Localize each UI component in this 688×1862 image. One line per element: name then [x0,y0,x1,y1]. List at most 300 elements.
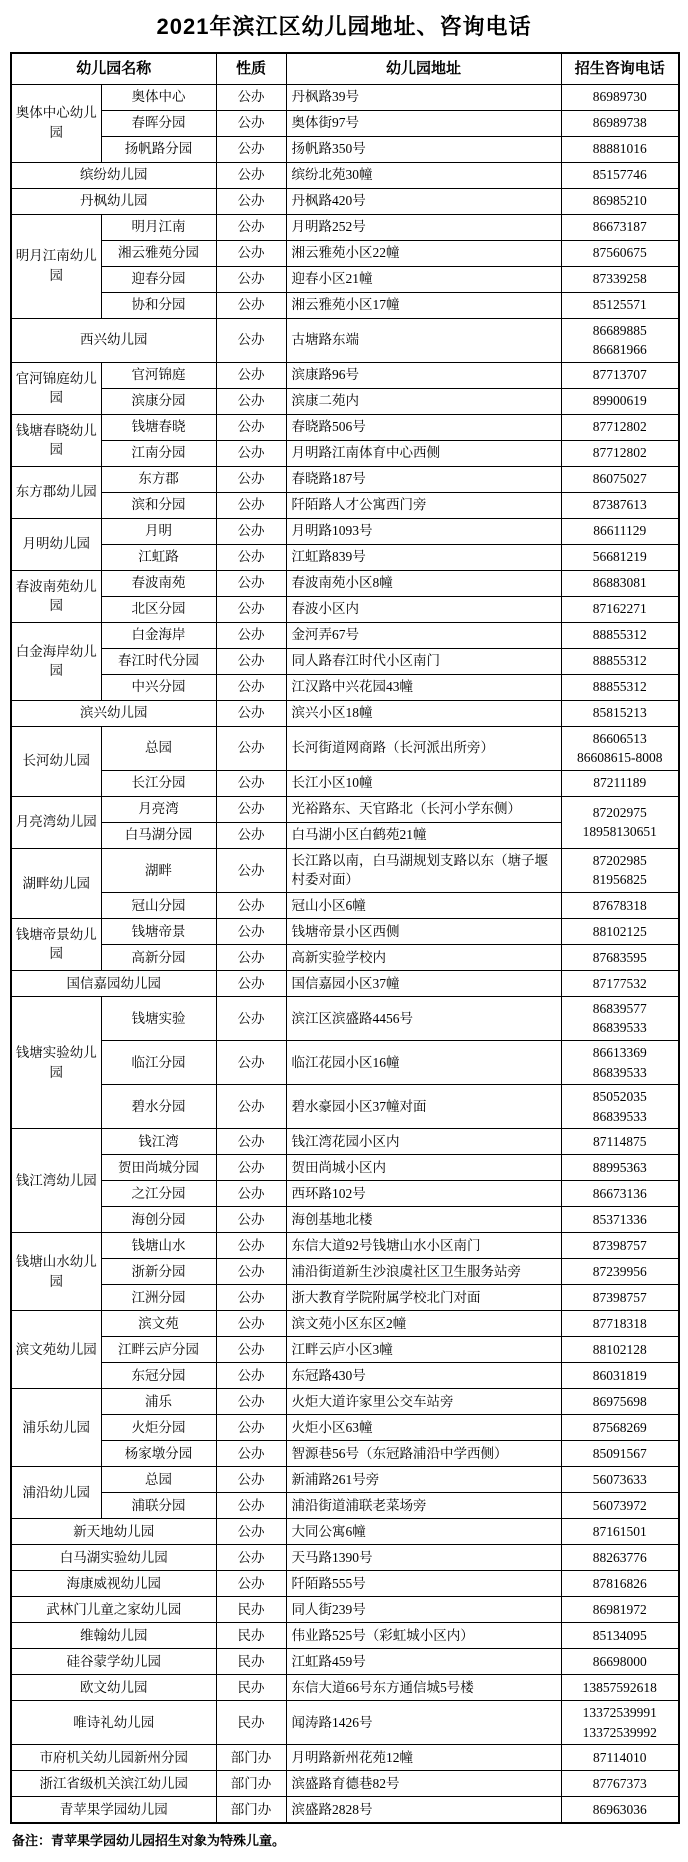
address-cell: 临江花园小区16幢 [286,1041,561,1085]
kindergarten-name-cell: 浙江省级机关滨江幼儿园 [11,1771,216,1797]
table-row [11,622,679,648]
table-row [11,162,679,188]
kindergarten-name-cell: 青苹果学园幼儿园 [11,1797,216,1823]
phone-line: 86606513 [592,730,647,746]
table-row [11,1363,679,1389]
phone-cell [561,518,679,544]
header-phone: 招生咨询电话 [561,53,679,84]
ownership-type-cell: 公办 [216,1571,286,1597]
ownership-type-cell: 公办 [216,1519,286,1545]
address-cell: 西环路102号 [286,1181,561,1207]
kindergarten-name-cell: 西兴幼儿园 [11,318,216,362]
ownership-type-cell: 公办 [216,466,286,492]
ownership-type-cell: 部门办 [216,1797,286,1823]
table-row [11,1623,679,1649]
table-body [11,84,679,1823]
ownership-type-cell: 民办 [216,1623,286,1649]
phone-line: 87239956 [592,1263,647,1279]
phone-line: 87718318 [592,1315,647,1331]
phone-line: 87211189 [593,775,647,791]
phone-cell [561,544,679,570]
phone-line: 88881016 [592,141,647,157]
table-row [11,1649,679,1675]
branch-name-cell: 江洲分园 [101,1285,216,1311]
phone-line: 86689885 [592,322,647,338]
phone-line: 85371336 [592,1211,647,1227]
branch-name-cell: 杨家墩分园 [101,1441,216,1467]
branch-name-cell: 春江时代分园 [101,648,216,674]
address-cell: 天马路1390号 [286,1545,561,1571]
address-cell: 浦沿街道新生沙浪虞社区卫生服务站旁 [286,1259,561,1285]
ownership-type-cell: 公办 [216,1129,286,1155]
phone-line: 85091567 [592,1445,647,1461]
address-cell: 月明路江南体育中心西侧 [286,440,561,466]
phone-cell [561,1363,679,1389]
ownership-type-cell: 公办 [216,110,286,136]
table-row [11,1701,679,1745]
phone-line: 87816826 [592,1575,647,1591]
ownership-type-cell: 公办 [216,544,286,570]
kindergarten-name-cell: 白马湖实验幼儿园 [11,1545,216,1571]
phone-line: 88855312 [592,653,647,669]
ownership-type-cell: 公办 [216,1041,286,1085]
table-row [11,518,679,544]
address-cell: 滨文苑小区东区2幢 [286,1311,561,1337]
address-cell: 春晓路187号 [286,466,561,492]
table-row [11,1181,679,1207]
branch-name-cell: 滨康分园 [101,388,216,414]
address-cell: 高新实验学校内 [286,944,561,970]
table-row [11,466,679,492]
phone-cell [561,1311,679,1337]
kindergarten-name-cell: 市府机关幼儿园新州分园 [11,1745,216,1771]
phone-cell [561,674,679,700]
phone-cell [561,1389,679,1415]
phone-line: 88102125 [592,923,647,939]
branch-name-cell: 江畔云庐分园 [101,1337,216,1363]
address-cell: 金河弄67号 [286,622,561,648]
ownership-type-cell: 公办 [216,674,286,700]
table-row [11,944,679,970]
phone-line: 87202975 [592,804,647,820]
phone-line: 86608615-8008 [577,750,663,766]
ownership-type-cell: 公办 [216,266,286,292]
branch-name-cell: 春晖分园 [101,110,216,136]
phone-line: 88855312 [592,679,647,695]
kindergarten-group-cell: 月亮湾幼儿园 [11,796,101,848]
phone-cell [561,136,679,162]
branch-name-cell: 浦乐 [101,1389,216,1415]
branch-name-cell: 东冠分园 [101,1363,216,1389]
ownership-type-cell: 公办 [216,214,286,240]
branch-name-cell: 湖畔 [101,848,216,892]
kindergarten-group-cell: 钱塘春晓幼儿园 [11,414,101,466]
ownership-type-cell: 公办 [216,822,286,848]
table-row [11,1415,679,1441]
table-row [11,1771,679,1797]
ownership-type-cell: 公办 [216,622,286,648]
address-cell: 东信大道92号钱塘山水小区南门 [286,1233,561,1259]
kindergarten-name-cell: 海康威视幼儿园 [11,1571,216,1597]
ownership-type-cell: 公办 [216,362,286,388]
address-cell: 阡陌路人才公寓西门旁 [286,492,561,518]
phone-cell [561,266,679,292]
kindergarten-name-cell: 武林门儿童之家幼儿园 [11,1597,216,1623]
table-row [11,1797,679,1823]
phone-line: 18958130651 [582,824,657,840]
address-cell: 湘云雅苑小区22幢 [286,240,561,266]
address-cell: 滨康路96号 [286,362,561,388]
ownership-type-cell: 公办 [216,292,286,318]
kindergarten-group-cell: 奥体中心幼儿园 [11,84,101,162]
ownership-type-cell: 公办 [216,944,286,970]
phone-cell [561,414,679,440]
ownership-type-cell: 公办 [216,1085,286,1129]
kindergarten-name-cell: 硅谷蒙学幼儿园 [11,1649,216,1675]
kindergarten-group-cell: 浦乐幼儿园 [11,1389,101,1467]
table-row [11,1259,679,1285]
address-cell: 冠山小区6幢 [286,892,561,918]
phone-line: 86839533 [592,1020,647,1036]
address-cell: 碧水豪园小区37幢对面 [286,1085,561,1129]
table-row [11,414,679,440]
kindergarten-group-cell: 钱江湾幼儿园 [11,1129,101,1233]
phone-cell [561,1701,679,1745]
phone-cell [561,570,679,596]
table-row [11,1519,679,1545]
ownership-type-cell: 民办 [216,1675,286,1701]
table-row [11,110,679,136]
phone-cell [561,1155,679,1181]
table-row [11,188,679,214]
branch-name-cell: 江南分园 [101,440,216,466]
phone-cell [561,770,679,796]
phone-line: 88263776 [592,1549,647,1565]
address-cell: 智源巷56号（东冠路浦沿中学西侧） [286,1441,561,1467]
table-row [11,796,679,822]
ownership-type-cell: 公办 [216,414,286,440]
branch-name-cell: 钱塘实验 [101,996,216,1040]
phone-cell [561,1207,679,1233]
ownership-type-cell: 公办 [216,136,286,162]
table-row [11,1207,679,1233]
branch-name-cell: 高新分园 [101,944,216,970]
ownership-type-cell: 公办 [216,1155,286,1181]
phone-line: 86989738 [592,115,647,131]
ownership-type-cell: 公办 [216,84,286,110]
phone-cell [561,918,679,944]
kindergarten-name-cell: 维翰幼儿园 [11,1623,216,1649]
phone-cell [561,1493,679,1519]
phone-line: 87161501 [592,1523,647,1539]
phone-line: 86031819 [592,1367,647,1383]
kindergarten-name-cell: 缤纷幼儿园 [11,162,216,188]
ownership-type-cell: 公办 [216,892,286,918]
ownership-type-cell: 公办 [216,570,286,596]
table-row [11,1675,679,1701]
footer-note: 备注：青苹果学园幼儿园招生对象为特殊儿童。 [12,1832,286,1848]
ownership-type-cell: 部门办 [216,1745,286,1771]
phone-cell [561,700,679,726]
phone-line: 87162271 [592,601,647,617]
phone-line: 87678318 [592,897,647,913]
address-cell: 同人街239号 [286,1597,561,1623]
address-cell: 江虹路459号 [286,1649,561,1675]
phone-line: 87713707 [592,367,647,383]
table-row [11,1571,679,1597]
phone-line: 86839577 [592,1000,647,1016]
kindergarten-group-cell: 东方郡幼儿园 [11,466,101,518]
phone-line: 86611129 [593,523,647,539]
phone-line: 85157746 [592,167,647,183]
kindergarten-name-cell: 丹枫幼儿园 [11,188,216,214]
branch-name-cell: 江虹路 [101,544,216,570]
phone-cell [561,240,679,266]
branch-name-cell: 总园 [101,1467,216,1493]
phone-cell [561,1337,679,1363]
table-row [11,1337,679,1363]
phone-cell [561,1041,679,1085]
branch-name-cell: 扬帆路分园 [101,136,216,162]
phone-cell [561,892,679,918]
phone-cell [561,996,679,1040]
ownership-type-cell: 公办 [216,1415,286,1441]
table-row [11,1285,679,1311]
phone-line: 87712802 [592,445,647,461]
table-row [11,700,679,726]
table-row [11,1233,679,1259]
table-row [11,1389,679,1415]
ownership-type-cell: 民办 [216,1649,286,1675]
ownership-type-cell: 公办 [216,1233,286,1259]
kindergarten-group-cell: 浦沿幼儿园 [11,1467,101,1519]
kindergarten-group-cell: 月明幼儿园 [11,518,101,570]
phone-cell [561,388,679,414]
branch-name-cell: 冠山分园 [101,892,216,918]
branch-name-cell: 贺田尚城分园 [101,1155,216,1181]
kindergarten-group-cell: 春波南苑幼儿园 [11,570,101,622]
phone-cell [561,188,679,214]
address-cell: 缤纷北苑30幢 [286,162,561,188]
ownership-type-cell: 公办 [216,596,286,622]
phone-line: 87398757 [592,1289,647,1305]
address-cell: 月明路1093号 [286,518,561,544]
ownership-type-cell: 公办 [216,440,286,466]
kindergarten-group-cell: 滨文苑幼儿园 [11,1311,101,1389]
table-row [11,570,679,596]
phone-line: 86963036 [592,1801,647,1817]
phone-line: 81956825 [592,872,647,888]
ownership-type-cell: 公办 [216,1363,286,1389]
table-row [11,848,679,892]
phone-line: 85134095 [592,1627,647,1643]
ownership-type-cell: 公办 [216,726,286,770]
ownership-type-cell: 公办 [216,492,286,518]
phone-cell [561,162,679,188]
table-row [11,136,679,162]
address-cell: 江虹路839号 [286,544,561,570]
branch-name-cell: 东方郡 [101,466,216,492]
kindergarten-name-cell: 新天地幼儿园 [11,1519,216,1545]
kindergarten-group-cell: 明月江南幼儿园 [11,214,101,318]
table-row [11,1041,679,1085]
phone-cell [561,648,679,674]
ownership-type-cell: 公办 [216,700,286,726]
phone-cell [561,1623,679,1649]
branch-name-cell: 钱塘山水 [101,1233,216,1259]
address-cell: 丹枫路420号 [286,188,561,214]
branch-name-cell: 浦联分园 [101,1493,216,1519]
phone-line: 87387613 [592,497,647,513]
phone-line: 87568269 [592,1419,647,1435]
address-cell: 春波小区内 [286,596,561,622]
ownership-type-cell: 民办 [216,1701,286,1745]
branch-name-cell: 碧水分园 [101,1085,216,1129]
phone-cell [561,1085,679,1129]
table-row [11,388,679,414]
phone-cell [561,440,679,466]
ownership-type-cell: 公办 [216,770,286,796]
address-cell: 月明路新州花苑12幢 [286,1745,561,1771]
table-row [11,648,679,674]
phone-line: 86673136 [592,1185,647,1201]
branch-name-cell: 之江分园 [101,1181,216,1207]
phone-cell [561,1771,679,1797]
page-title: 2021年滨江区幼儿园地址、咨询电话 [156,14,532,39]
branch-name-cell: 奥体中心 [101,84,216,110]
ownership-type-cell: 公办 [216,318,286,362]
phone-line: 86985210 [592,193,647,209]
address-cell: 春晓路506号 [286,414,561,440]
branch-name-cell: 火炬分园 [101,1415,216,1441]
ownership-type-cell: 公办 [216,1259,286,1285]
kindergarten-group-cell: 官河锦庭幼儿园 [11,362,101,414]
ownership-type-cell: 公办 [216,970,286,996]
branch-name-cell: 月明 [101,518,216,544]
table-row [11,214,679,240]
phone-line: 86681966 [592,342,647,358]
ownership-type-cell: 公办 [216,1493,286,1519]
phone-line: 13857592618 [582,1679,657,1695]
address-cell: 江汉路中兴花园43幢 [286,674,561,700]
address-cell: 东信大道66号东方通信城5号楼 [286,1675,561,1701]
phone-cell [561,726,679,770]
branch-name-cell: 中兴分园 [101,674,216,700]
table-row [11,240,679,266]
phone-line: 85815213 [592,705,647,721]
branch-name-cell: 滨和分园 [101,492,216,518]
address-cell: 滨江区滨盛路4456号 [286,996,561,1040]
kindergarten-table [10,52,680,1824]
address-cell: 丹枫路39号 [286,84,561,110]
phone-line: 56073972 [592,1497,647,1513]
kindergarten-group-cell: 钱塘实验幼儿园 [11,996,101,1128]
ownership-type-cell: 公办 [216,1389,286,1415]
address-cell: 浙大教育学院附属学校北门对面 [286,1285,561,1311]
phone-line: 87398757 [592,1237,647,1253]
address-cell: 春波南苑小区8幢 [286,570,561,596]
phone-line: 88855312 [592,627,647,643]
phone-cell [561,970,679,996]
table-row [11,362,679,388]
kindergarten-name-cell: 滨兴幼儿园 [11,700,216,726]
address-cell: 大同公寓6幢 [286,1519,561,1545]
phone-cell [561,1285,679,1311]
ownership-type-cell: 公办 [216,1181,286,1207]
table-row [11,1745,679,1771]
phone-cell [561,362,679,388]
table-row [11,674,679,700]
kindergarten-group-cell: 白金海岸幼儿园 [11,622,101,700]
address-cell: 月明路252号 [286,214,561,240]
table-row [11,1441,679,1467]
phone-cell [561,1675,679,1701]
ownership-type-cell: 公办 [216,240,286,266]
ownership-type-cell: 公办 [216,648,286,674]
ownership-type-cell: 民办 [216,1597,286,1623]
phone-line: 86613369 [592,1045,647,1060]
phone-line: 87560675 [592,245,647,261]
branch-name-cell: 海创分园 [101,1207,216,1233]
phone-cell [561,1745,679,1771]
branch-name-cell: 北区分园 [101,596,216,622]
table-row [11,84,679,110]
branch-name-cell: 钱江湾 [101,1129,216,1155]
table-row [11,1311,679,1337]
phone-cell [561,84,679,110]
phone-line: 87114010 [593,1750,647,1766]
phone-line: 13372539992 [582,1724,657,1740]
phone-line: 86839533 [592,1108,647,1124]
table-row [11,918,679,944]
phone-cell [561,1545,679,1571]
address-cell: 浦沿街道浦联老菜场旁 [286,1493,561,1519]
branch-name-cell: 白马湖分园 [101,822,216,848]
table-row [11,770,679,796]
phone-line: 88995363 [592,1159,647,1175]
address-cell: 海创基地北楼 [286,1207,561,1233]
phone-line: 85052035 [592,1089,647,1105]
address-cell: 同人路春江时代小区南门 [286,648,561,674]
phone-line: 87339258 [592,271,647,287]
phone-cell [561,1519,679,1545]
branch-name-cell: 迎春分园 [101,266,216,292]
phone-cell [561,318,679,362]
branch-name-cell: 浙新分园 [101,1259,216,1285]
phone-cell [561,1181,679,1207]
branch-name-cell: 白金海岸 [101,622,216,648]
table-row [11,1545,679,1571]
phone-cell [561,622,679,648]
branch-name-cell: 滨文苑 [101,1311,216,1337]
address-cell: 江畔云庐小区3幢 [286,1337,561,1363]
phone-cell [561,1129,679,1155]
phone-line: 86075027 [592,471,647,487]
table-row [11,892,679,918]
ownership-type-cell: 公办 [216,918,286,944]
address-cell: 奥体街97号 [286,110,561,136]
branch-name-cell: 春波南苑 [101,570,216,596]
branch-name-cell: 长江分园 [101,770,216,796]
phone-line: 86981972 [592,1601,647,1617]
phone-line: 87177532 [592,975,647,991]
kindergarten-name-cell: 唯诗礼幼儿园 [11,1701,216,1745]
address-cell: 迎春小区21幢 [286,266,561,292]
branch-name-cell: 官河锦庭 [101,362,216,388]
address-cell: 火炬大道许家里公交车站旁 [286,1389,561,1415]
kindergarten-group-cell: 钱塘山水幼儿园 [11,1233,101,1311]
address-cell: 长江小区10幢 [286,770,561,796]
